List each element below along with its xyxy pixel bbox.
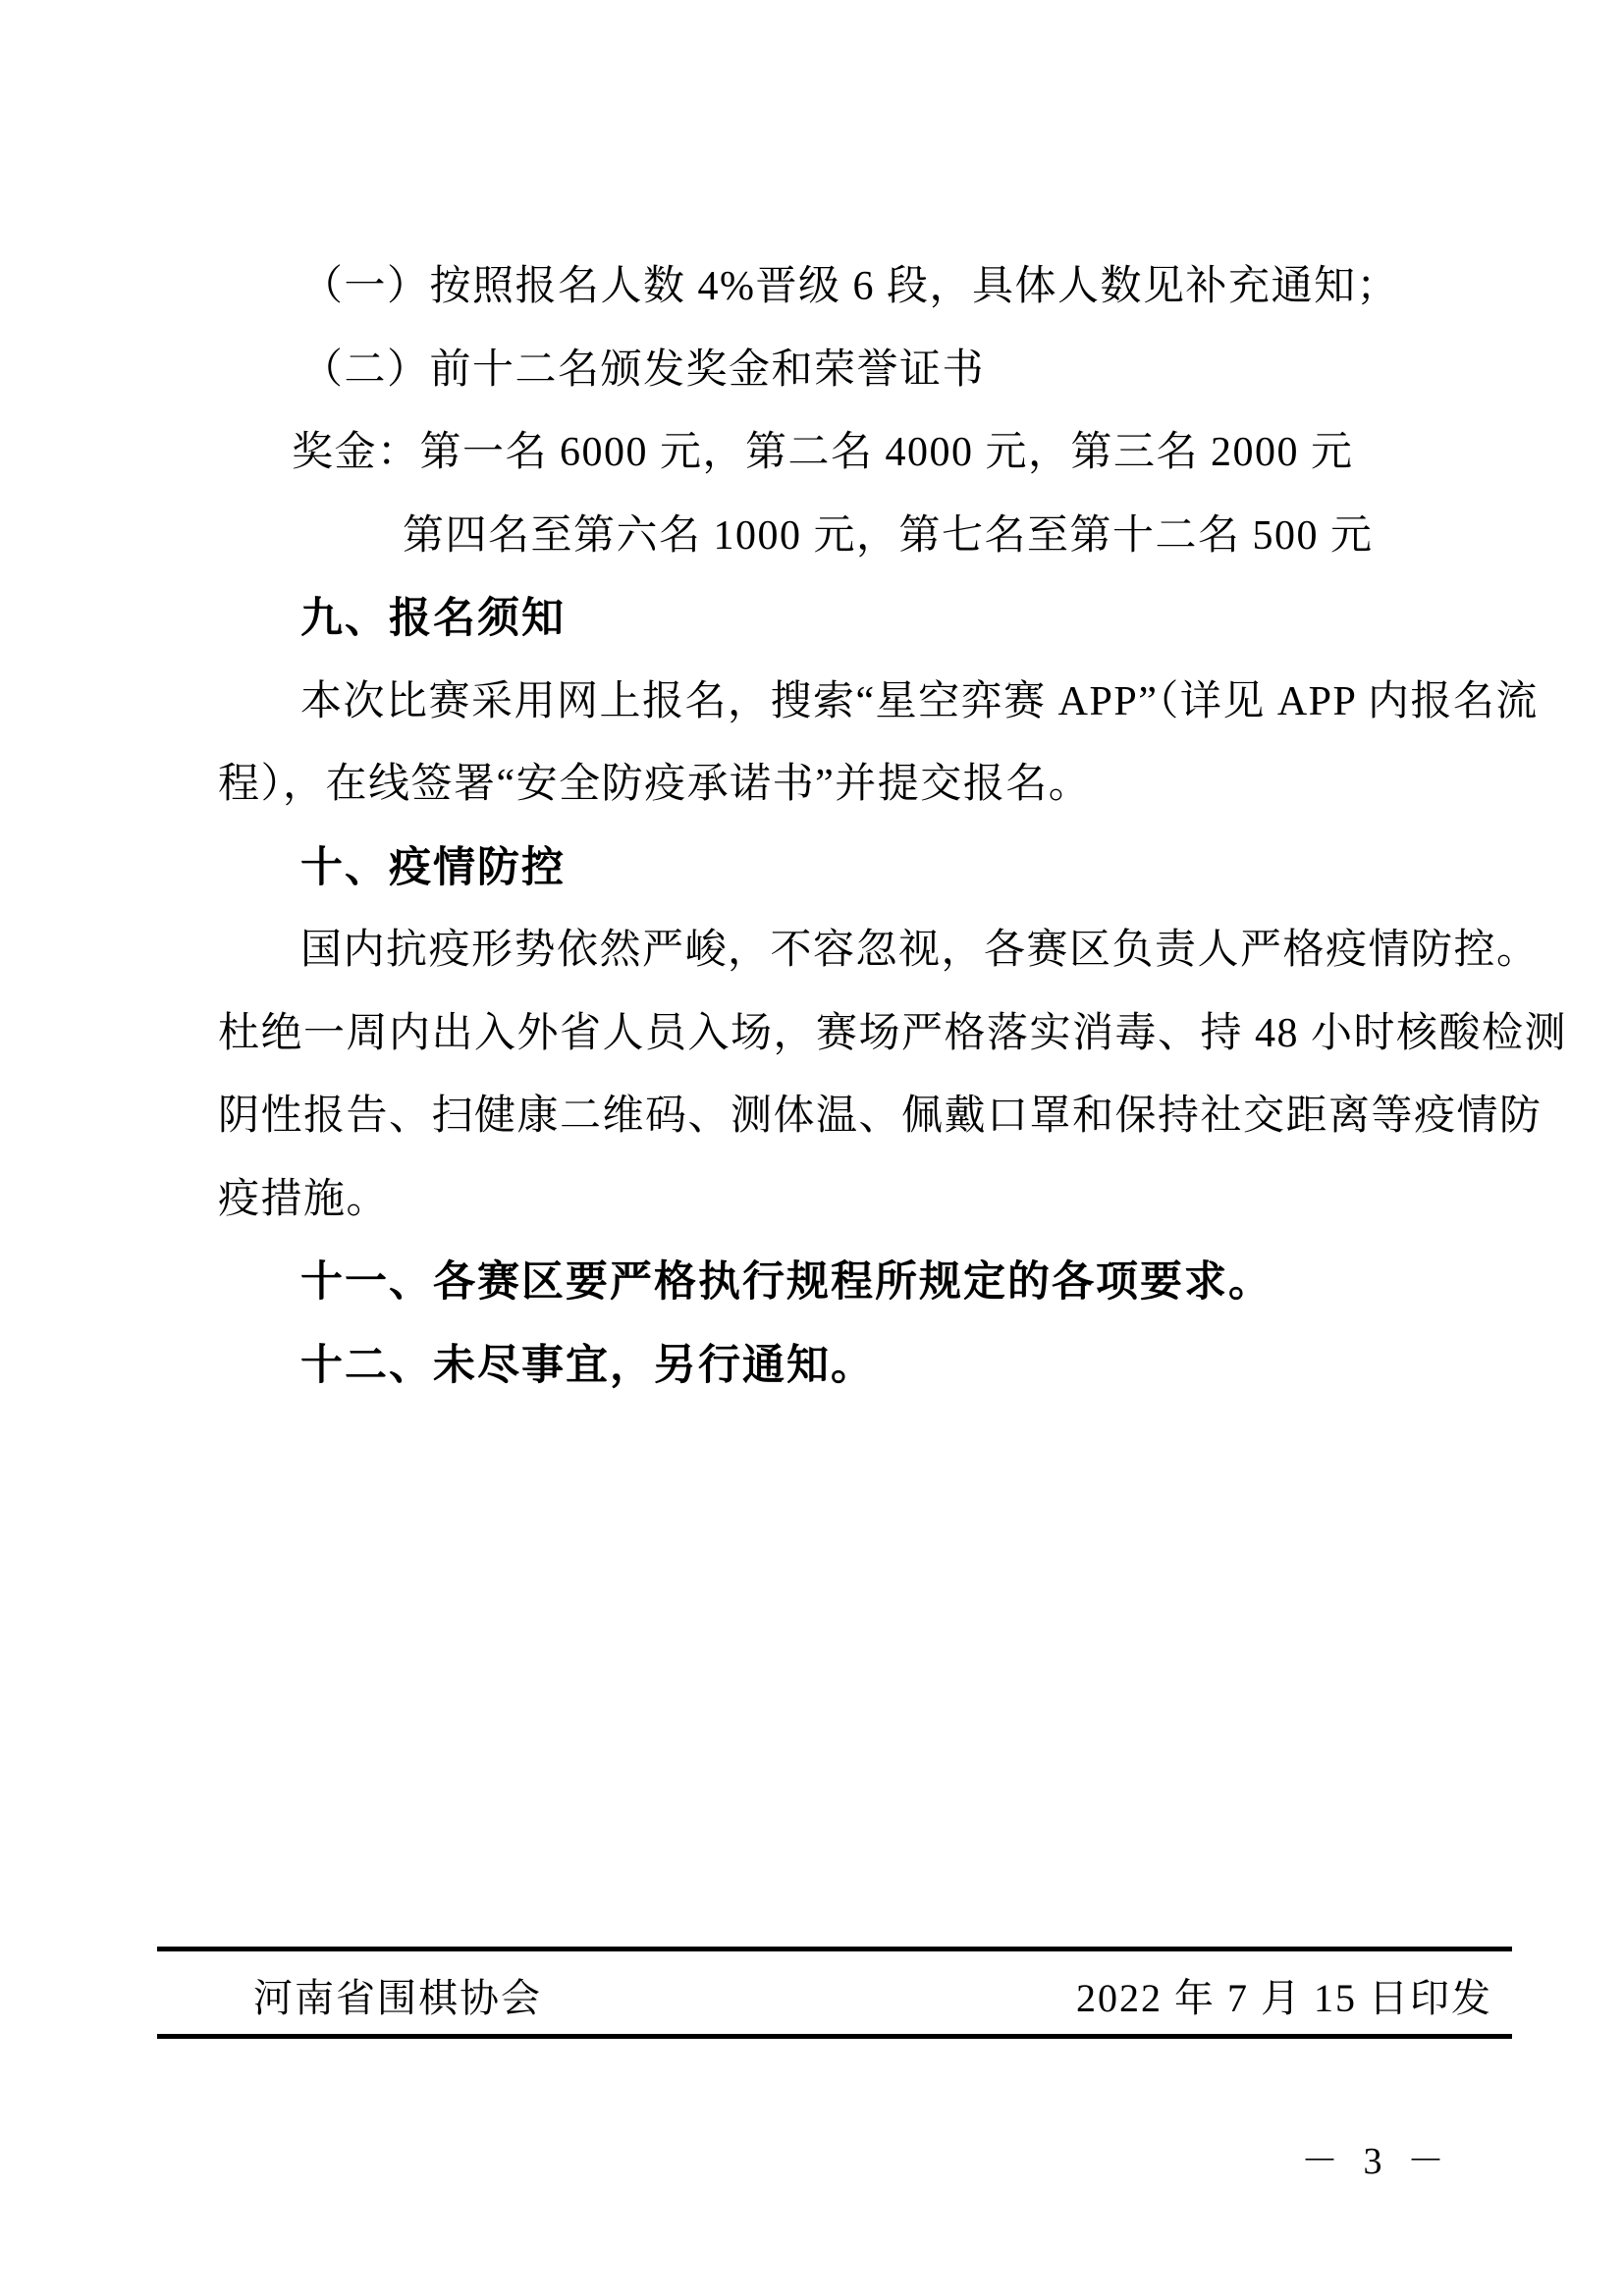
text-line: 奖金：第一名 6000 元，第二名 4000 元，第三名 2000 元 [292, 430, 1354, 475]
text-line: 第四名至第六名 1000 元，第七名至第十二名 500 元 [403, 512, 1374, 559]
section-heading: 十一、各赛区要严格执行规程所规定的各项要求。 [300, 1258, 1272, 1306]
footer-rule-top [157, 1947, 1512, 1951]
section-heading: 十、疫情防控 [300, 843, 566, 891]
footer-issuer: 河南省围棋协会 [253, 1976, 542, 2020]
text-line: 疫措施。 [218, 1176, 390, 1222]
text-line: 本次比赛采用网上报名，搜索“星空弈赛 APP”（详见 APP 内报名流 [300, 678, 1539, 724]
footer-row [253, 1969, 1492, 2028]
text-line: 阴性报告、扫健康二维码、测体温、佩戴口罩和保持社交距离等疫情防 [218, 1094, 1543, 1139]
text-line: （二）前十二名颁发奖金和荣誉证书 [301, 347, 986, 393]
text-line: 杜绝一周内出入外省人员入场，赛场严格落实消毒、持 48 小时核酸检测 [218, 1010, 1568, 1056]
section-heading: 九、报名须知 [300, 595, 566, 642]
text-line: （一）按照报名人数 4%晋级 6 段，具体人数见补充通知； [301, 264, 1399, 309]
text-line: 国内抗疫形势依然严峻，不容忽视，各赛区负责人严格疫情防控。 [300, 928, 1540, 973]
section-heading: 十二、未尽事宜，另行通知。 [300, 1341, 875, 1389]
document-body [218, 245, 1568, 1407]
page-number: － 3 － [1301, 2141, 1453, 2182]
footer-rule-bottom [157, 2034, 1512, 2039]
text-line: 程），在线签署“安全防疫承诺书”并提交报名。 [218, 762, 1092, 807]
footer-print-date: 2022 年 7 月 15 日印发 [1076, 1976, 1492, 2020]
